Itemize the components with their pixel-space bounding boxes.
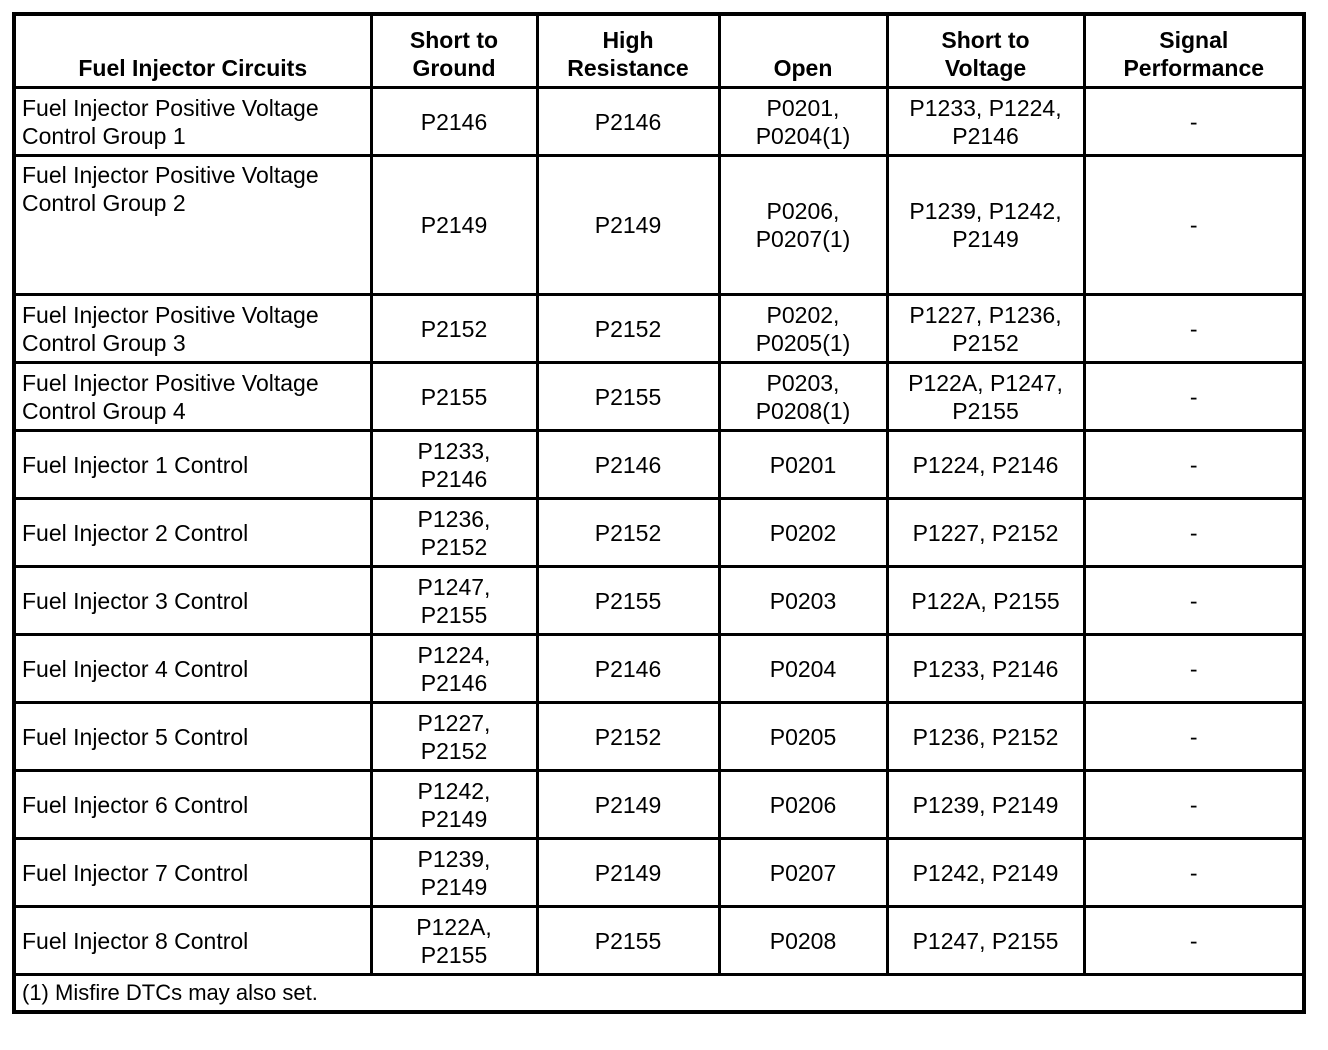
high-resistance-cell: P2152 — [537, 295, 719, 363]
short-to-voltage-cell: P122A, P1247, P2155 — [887, 363, 1084, 431]
high-resistance-cell: P2146 — [537, 88, 719, 156]
table-row — [14, 703, 1304, 771]
open-cell: P0205 — [719, 703, 887, 771]
circuit-cell: Fuel Injector 5 Control — [14, 703, 371, 771]
table-row — [14, 156, 1304, 295]
high-resistance-cell: P2149 — [537, 156, 719, 295]
signal-performance-cell: - — [1084, 295, 1304, 363]
short-to-voltage-cell: P1227, P1236, P2152 — [887, 295, 1084, 363]
table-row — [14, 771, 1304, 839]
circuit-cell: Fuel Injector 4 Control — [14, 635, 371, 703]
open-cell: P0207 — [719, 839, 887, 907]
col-header-open: Open — [719, 14, 887, 88]
open-cell: P0203 — [719, 567, 887, 635]
circuit-cell: Fuel Injector Positive Voltage Control Group 2 — [14, 156, 371, 295]
short-to-voltage-cell: P1224, P2146 — [887, 431, 1084, 499]
short-to-voltage-cell: P1239, P1242, P2149 — [887, 156, 1084, 295]
circuit-cell: Fuel Injector 6 Control — [14, 771, 371, 839]
open-cell: P0202 — [719, 499, 887, 567]
table-row — [14, 363, 1304, 431]
footnote-row — [14, 975, 1304, 1013]
table-row — [14, 295, 1304, 363]
open-cell: P0202, P0205(1) — [719, 295, 887, 363]
col-header-high-resistance: High Resistance — [537, 14, 719, 88]
col-header-circuits: Fuel Injector Circuits — [14, 14, 371, 88]
open-cell: P0208 — [719, 907, 887, 975]
short-to-ground-cell: P1233, P2146 — [371, 431, 537, 499]
open-cell: P0201 — [719, 431, 887, 499]
circuit-cell: Fuel Injector Positive Voltage Control Group 1 — [14, 88, 371, 156]
circuit-cell: Fuel Injector 1 Control — [14, 431, 371, 499]
short-to-voltage-cell: P1239, P2149 — [887, 771, 1084, 839]
table-row — [14, 839, 1304, 907]
table-row — [14, 567, 1304, 635]
short-to-ground-cell: P1227, P2152 — [371, 703, 537, 771]
circuit-cell: Fuel Injector 3 Control — [14, 567, 371, 635]
signal-performance-cell: - — [1084, 703, 1304, 771]
short-to-ground-cell: P1242, P2149 — [371, 771, 537, 839]
signal-performance-cell: - — [1084, 771, 1304, 839]
short-to-voltage-cell: P1242, P2149 — [887, 839, 1084, 907]
circuit-cell: Fuel Injector 2 Control — [14, 499, 371, 567]
signal-performance-cell: - — [1084, 499, 1304, 567]
table-row — [14, 431, 1304, 499]
signal-performance-cell: - — [1084, 907, 1304, 975]
footnote: (1) Misfire DTCs may also set. — [14, 975, 1304, 1013]
open-cell: P0201, P0204(1) — [719, 88, 887, 156]
high-resistance-cell: P2155 — [537, 363, 719, 431]
open-cell: P0206, P0207(1) — [719, 156, 887, 295]
short-to-ground-cell: P2152 — [371, 295, 537, 363]
high-resistance-cell: P2155 — [537, 907, 719, 975]
table-row — [14, 907, 1304, 975]
short-to-voltage-cell: P122A, P2155 — [887, 567, 1084, 635]
short-to-voltage-cell: P1233, P1224, P2146 — [887, 88, 1084, 156]
circuit-cell: Fuel Injector Positive Voltage Control Group 4 — [14, 363, 371, 431]
circuit-cell: Fuel Injector 8 Control — [14, 907, 371, 975]
open-cell: P0203, P0208(1) — [719, 363, 887, 431]
short-to-voltage-cell: P1247, P2155 — [887, 907, 1084, 975]
open-cell: P0206 — [719, 771, 887, 839]
high-resistance-cell: P2152 — [537, 703, 719, 771]
table-row — [14, 499, 1304, 567]
short-to-ground-cell: P1236, P2152 — [371, 499, 537, 567]
signal-performance-cell: - — [1084, 363, 1304, 431]
short-to-ground-cell: P1239, P2149 — [371, 839, 537, 907]
high-resistance-cell: P2149 — [537, 839, 719, 907]
high-resistance-cell: P2152 — [537, 499, 719, 567]
high-resistance-cell: P2146 — [537, 635, 719, 703]
short-to-ground-cell: P1224, P2146 — [371, 635, 537, 703]
signal-performance-cell: - — [1084, 635, 1304, 703]
short-to-ground-cell: P2149 — [371, 156, 537, 295]
col-header-short-to-ground: Short to Ground — [371, 14, 537, 88]
signal-performance-cell: - — [1084, 839, 1304, 907]
short-to-ground-cell: P2155 — [371, 363, 537, 431]
header-row — [14, 14, 1304, 88]
table-row — [14, 88, 1304, 156]
col-header-signal-performance: Signal Performance — [1084, 14, 1304, 88]
circuit-cell: Fuel Injector Positive Voltage Control Group 3 — [14, 295, 371, 363]
circuit-cell: Fuel Injector 7 Control — [14, 839, 371, 907]
high-resistance-cell: P2155 — [537, 567, 719, 635]
open-cell: P0204 — [719, 635, 887, 703]
col-header-short-to-voltage: Short to Voltage — [887, 14, 1084, 88]
table-row — [14, 635, 1304, 703]
high-resistance-cell: P2149 — [537, 771, 719, 839]
short-to-ground-cell: P122A, P2155 — [371, 907, 537, 975]
short-to-ground-cell: P2146 — [371, 88, 537, 156]
short-to-voltage-cell: P1227, P2152 — [887, 499, 1084, 567]
short-to-ground-cell: P1247, P2155 — [371, 567, 537, 635]
dtc-table — [12, 12, 1306, 1014]
signal-performance-cell: - — [1084, 88, 1304, 156]
high-resistance-cell: P2146 — [537, 431, 719, 499]
short-to-voltage-cell: P1236, P2152 — [887, 703, 1084, 771]
signal-performance-cell: - — [1084, 567, 1304, 635]
signal-performance-cell: - — [1084, 431, 1304, 499]
short-to-voltage-cell: P1233, P2146 — [887, 635, 1084, 703]
signal-performance-cell: - — [1084, 156, 1304, 295]
